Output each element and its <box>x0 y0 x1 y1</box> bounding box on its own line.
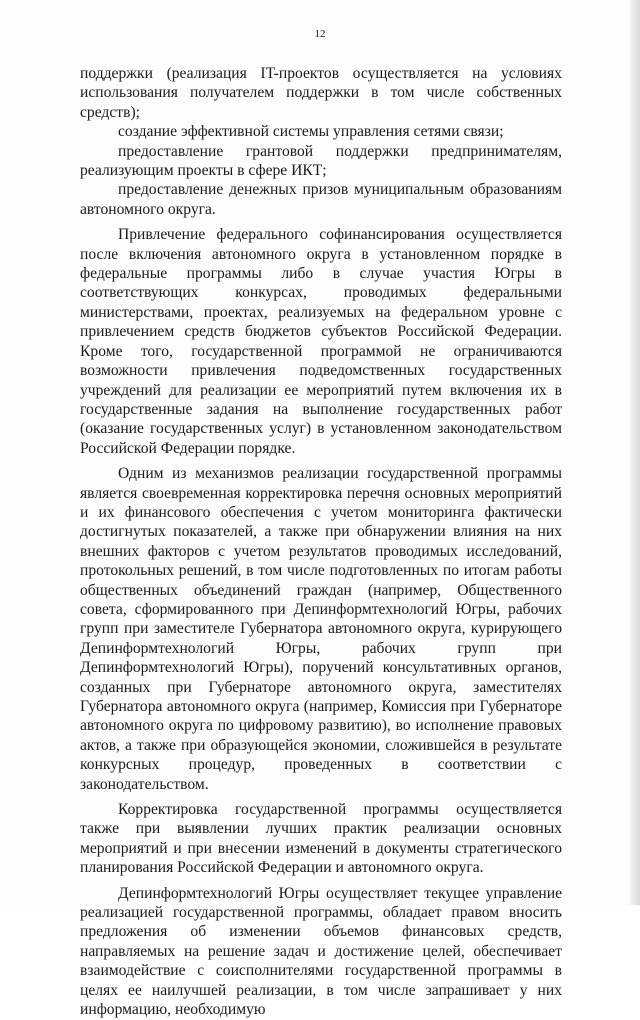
page-edge-shadow <box>630 0 640 905</box>
paragraph-support-continuation: поддержки (реализация IT-проектов осуществляется на условиях использования получателем поддержки в том числе собственных средств); <box>80 65 562 121</box>
paragraph-federal-cofinancing: Привлечение федерального софинансирования осуществляется после включения автономного округа в установленном порядке в федеральные программы либо в случае участия Югры в соответствующих конкурсах, проводимых федеральными министерствами, проектах, реализуемых на федеральном уровне с привлечением средств бюджетов субъектов Российской Федерации. Кроме того, государственной программой не ограничиваются возможности привлечения подведомственных государственных учреждений для реализации ее мероприятий путем включения их в государственные задания на выполнение государственных работ (оказание государственных услуг) в установленном законодательством Российской Федерации порядке. <box>80 226 562 457</box>
paragraph-current-management: Депинформтехнологий Югры осуществляет текущее управление реализацией государственной программы, обладает правом вносить предложения об изменении объемов финансовых средств, направляемых на решение задач и достижение целей, обеспечивает взаимодействие с соисполнителями государственной программы в целях ее наилучшей реализации, в том числе запрашивает у них информацию, необходимую <box>80 884 562 1019</box>
list-item-cash-prizes: предоставление денежных призов муниципальным образованиям автономного округа. <box>80 181 562 218</box>
list-item-network-management: создание эффективной системы управления сетями связи; <box>118 123 504 141</box>
page-number: 12 <box>314 28 326 40</box>
paragraph-correction-best-practices: Корректировка государственной программы осуществляется также при выявлении лучших практик реализации основных мероприятий и при внесении изменений в документы стратегического планирования Российской Федерации и автономного округа. <box>80 801 562 877</box>
list-item-grant-support: предоставление грантовой поддержки предпринимателям, реализующим проекты в сфере ИКТ; <box>80 142 562 180</box>
paragraph-correction-mechanism: Одним из механизмов реализации государственной программы является своевременная корректировка перечня основных мероприятий и их финансового обеспечения с учетом мониторинга фактически достигнутых показателей, а также при обнаружении влияния на них внешних факторов с учетом результатов проводимых исследований, протокольных решений, в том числе подготовленных по итогам работы общественных объединений граждан (например, Общественного совета, сформированного при Депинформтехнологий Югры, рабочих групп при заместителе Губернатора автономного округа, курирующего Депинформтехнологий Югры, рабочих групп при Депинформтехнологий Югры), поручений консультативных органов, созданных при Губернаторе автономного округа, заместителях Губернатора автономного округа (например, Комиссия при Губернаторе автономного округа по цифровому развитию), во исполнение правовых актов, а также при образующейся экономии, сложившейся в результате конкурсных процедур, проведенных в соответствии с законодательством. <box>80 465 562 793</box>
document-body <box>80 64 562 1020</box>
